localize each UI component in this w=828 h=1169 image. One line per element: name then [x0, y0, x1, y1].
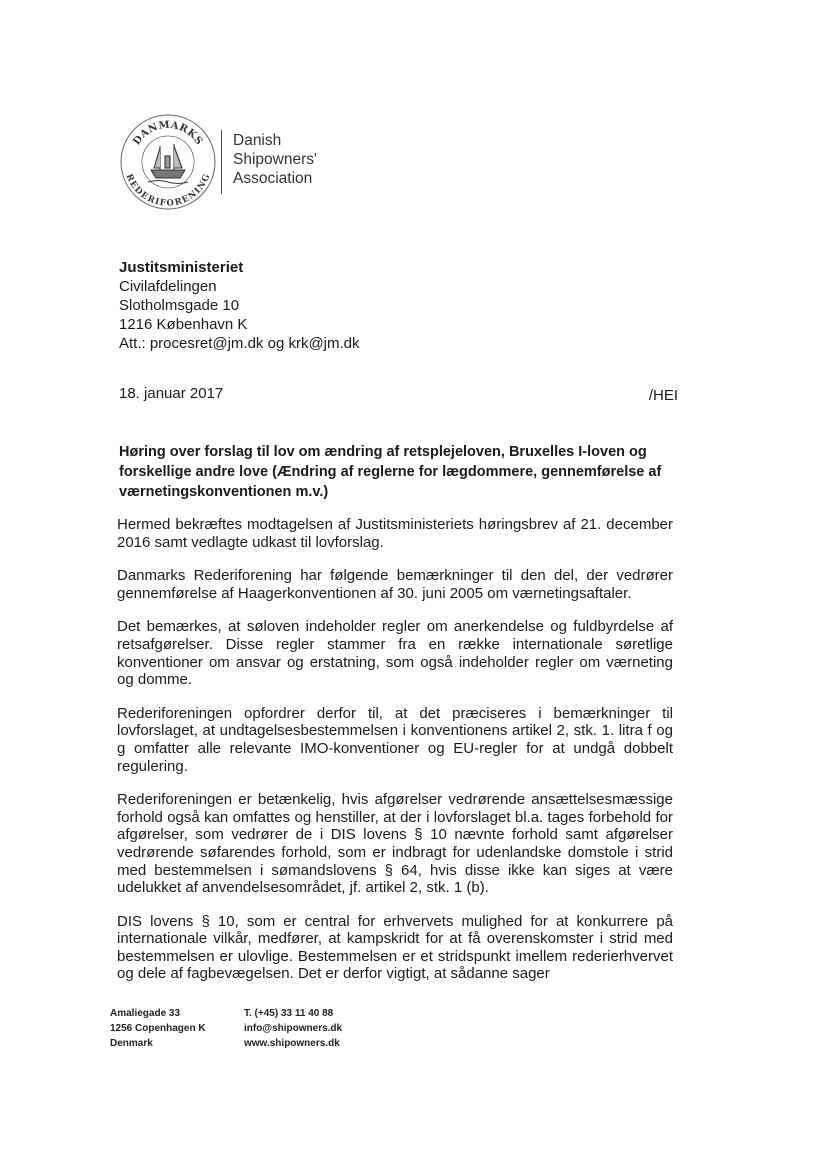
- body-paragraph: Rederiforeningen opfordrer derfor til, at det præciseres i bemærkninger til lovforslaget, at undtagelsesbestemmelsen i konventionens artikel 2, stk. 1. litra f og g omfatter alle relevante IMO-konventioner og EU-regler for at undgå dobbelt regulering.: [117, 704, 673, 775]
- letter-date: 18. januar 2017: [119, 385, 224, 402]
- letter-body: [117, 516, 673, 999]
- footer-address: [110, 1006, 206, 1051]
- association-name-line: Danish: [233, 132, 282, 149]
- recipient-street: Slotholmsgade 10: [119, 297, 240, 314]
- ship-icon: [148, 144, 188, 184]
- footer-website: www.shipowners.dk: [244, 1038, 340, 1049]
- body-paragraph: Det bemærkes, at søloven indeholder regler om anerkendelse og fuldbyrdelse af retsafgørelser. Disse regler stammer fra en række internationale søretlige konventioner om ansvar og erstatning, som også indeholder regler om værneting og domme.: [117, 618, 673, 689]
- logo-divider: [221, 130, 222, 194]
- seal-text-top: DANMARKS: [131, 119, 205, 148]
- recipient-city: 1216 København K: [119, 316, 248, 333]
- recipient-address: [119, 258, 360, 353]
- footer-address-line: 1256 Copenhagen K: [110, 1023, 206, 1034]
- body-paragraph: Hermed bekræftes modtagelsen af Justitsministeriets høringsbrev af 21. december 2016 samt vedlagte udkast til lovforslag.: [117, 516, 673, 551]
- association-name: [233, 131, 317, 188]
- footer-address-line: Amaliegade 33: [110, 1008, 181, 1019]
- recipient-attention: Att.: procesret@jm.dk og krk@jm.dk: [119, 335, 360, 352]
- seal-text-bottom: REDERIFORENING: [123, 172, 213, 209]
- body-paragraph: DIS lovens § 10, som er central for erhvervets mulighed for at konkurrere på internationale vilkår, medfører, at kampskridt for at få overenskomster i strid med bestemmelsen er ulovlige. Bestemmelsen er et stridspunkt imellem rederierhvervet og dele af fagbevægelsen. Det er derfor vigtigt, at sådanne sager: [117, 912, 673, 983]
- footer-contact: [244, 1006, 342, 1051]
- letter-reference: /HEI: [648, 387, 678, 404]
- association-name-line: Shipowners': [233, 151, 317, 168]
- association-name-line: Association: [233, 170, 313, 187]
- footer-address-line: Denmark: [110, 1038, 153, 1049]
- association-seal-logo: [118, 112, 218, 212]
- body-paragraph: Danmarks Rederiforening har følgende bemærkninger til den del, der vedrører gennemførelse af Haagerkonventionen af 30. juni 2005 om værnetingsaftaler.: [117, 567, 673, 602]
- svg-text:DANMARKS: [131, 120, 204, 148]
- recipient-name: Justitsministeriet: [119, 259, 244, 276]
- footer-email: info@shipowners.dk: [244, 1023, 343, 1034]
- body-paragraph: Rederiforeningen er betænkelig, hvis afgørelser vedrørende ansættelsesmæssige forhold også kan omfattes og henstiller, at der i lovforslaget bl.a. tages forbehold for afgørelser, som vedrører de i DIS lovens § 10 nævnte forhold samt afgørelser vedrørende søfarendes forhold, som er indbragt for udenlandske domstole i strid med bestemmelsen i sømandslovens § 64, hvis disse ikke kan siges at være udelukket af anvendelsesområdet, jf. artikel 2, stk. 1 (b).: [117, 791, 673, 897]
- footer-phone: T. (+45) 33 11 40 88: [244, 1008, 334, 1019]
- letter-subject: Høring over forslag til lov om ændring af retsplejeloven, Bruxelles I-loven og forskellige andre love (Ændring af reglerne for lægdommere, gennemførelse af værnetingskonventionen m.v.): [119, 444, 662, 500]
- recipient-department: Civilafdelingen: [119, 278, 217, 295]
